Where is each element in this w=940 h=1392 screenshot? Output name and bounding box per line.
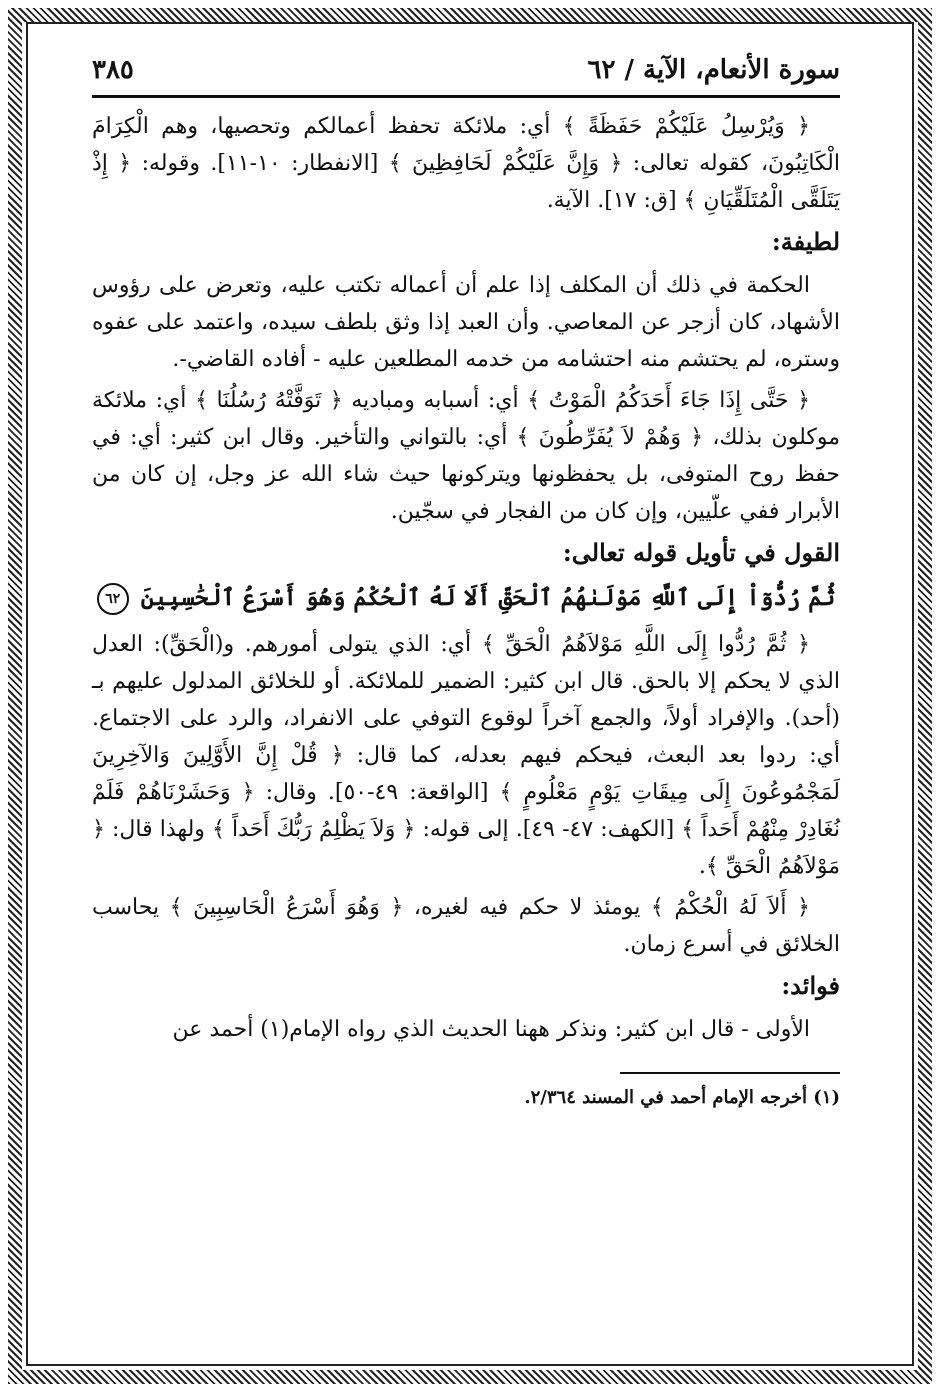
footnote: (١) أخرجه الإمام أحمد في المسند ٢/٣٦٤. xyxy=(524,1087,840,1108)
quran-verse xyxy=(92,578,840,618)
ayah-number-marker: ٦٢ xyxy=(97,583,129,615)
paragraph-5: ﴿ أَلاَ لَهُ الْحُكْمُ ﴾ يومئذ لا حكم فيه لغيره، ﴿ وَهُوَ أَسْرَعُ الْحَاسِبِينَ ﴾ يحاسب الخلائق في أسرع زمان. xyxy=(92,895,840,957)
heading-tawil: القول في تأويل قوله تعالى: xyxy=(562,538,840,567)
footnote-separator xyxy=(620,1072,840,1074)
heading-latifa: لطيفة: xyxy=(771,227,840,256)
verse-text: ثُمَّ رُدُّوٓاْ إِلَى ٱللَّهِ مَوْلَىٰهُمُ ٱلْحَقِّ أَلَا لَهُ ٱلْحُكْمُ وَهُوَ أَسْرَعُ ٱلْحَٰسِبِينَ xyxy=(140,584,836,611)
paragraph-4: ﴿ ثُمَّ رُدُّوا إِلَى اللَّهِ مَوْلاَهُمُ الْحَقِّ ﴾ أي: الذي يتولى أمورهم. و(الْحَقِّ): العدل الذي لا يحكم إلا بالحق. قال ابن كثير: الضمير للملائكة. أو للخلائق المدلول عليهم بـ (أحد). والإفراد أولاً، والجمع آخراً لوقوع التوفي على الانفراد، والرد على الاجتماع. أي: ردوا بعد البعث، فيحكم فيهم بعدله، كما قال: ﴿ قُلْ إِنَّ الأَوَّلِينَ وَالآخِرِينَ لَمَجْمُوعُونَ إِلَى مِيقَاتِ يَوْمٍ مَعْلُومٍ ﴾ [الواقعة: ٤٩-٥٠]. وقال: ﴿ وَحَشَرْنَاهُمْ فَلَمْ نُغَادِرْ مِنْهُمْ أَحَداً ﴾ [الكهف: ٤٧- ٤٩]. إلى قوله: ﴿ وَلاَ يَظْلِمُ رَبُّكَ أَحَداً ﴾ ولهذا قال: ﴿ مَوْلاَهُمُ الْحَقِّ ﴾. xyxy=(92,632,841,879)
paragraph-3: ﴿ حَتَّى إِذَا جَاءَ أَحَدَكُمُ الْمَوْتُ ﴾ أي: أسبابه ومباديه ﴿ تَوَفَّتْهُ رُسُلُنَا ﴾ أي: ملائكة موكلون بذلك، ﴿ وَهُمْ لاَ يُفَرِّطُونَ ﴾ أي: بالتواني والتأخير. وقال ابن كثير: أي: في حفظ روح المتوفى، بل يحفظونها ويتركونها حيث شاء الله عز وجل، إن كان من الأبرار ففي علّيين، وإن كان من الفجار في سجّين. xyxy=(92,388,840,524)
paragraph-6: الأولى - قال ابن كثير: ونذكر ههنا الحديث الذي رواه الإمام(١) أحمد عن xyxy=(172,1017,810,1042)
running-title: سورة الأنعام، الآية / ٦٢ xyxy=(587,55,840,85)
paragraph-2: الحكمة في ذلك أن المكلف إذا علم أن أعماله تكتب عليه، وتعرض على رؤوس الأشهاد، كان أزجر عن المعاصي. وأن العبد إذا وثق بلطف سيده، واعتمد على عفوه وستره، لم يحتشم منه احتشامه من خدمه المطلعين عليه - أفاده القاضي-. xyxy=(92,273,840,372)
page-content xyxy=(92,55,840,1345)
page-number: ٣٨٥ xyxy=(92,55,134,85)
heading-fawaid: فوائد: xyxy=(781,971,840,1000)
page-header xyxy=(92,55,840,98)
paragraph-1: ﴿ وَيُرْسِلُ عَلَيْكُمْ حَفَظَةً ﴾ أي: ملائكة تحفظ أعمالكم وتحصيها، وهم الْكِرَامَ الْكَاتِبُونَ، كقوله تعالى: ﴿ وَإِنَّ عَلَيْكُمْ لَحَافِظِينَ ﴾ [الانفطار: ١٠-١١]. وقوله: ﴿ إِذْ يَتَلَقَّى الْمُتَلَقِّيَانِ ﴾ [ق: ١٧]. الآية. xyxy=(92,114,840,213)
